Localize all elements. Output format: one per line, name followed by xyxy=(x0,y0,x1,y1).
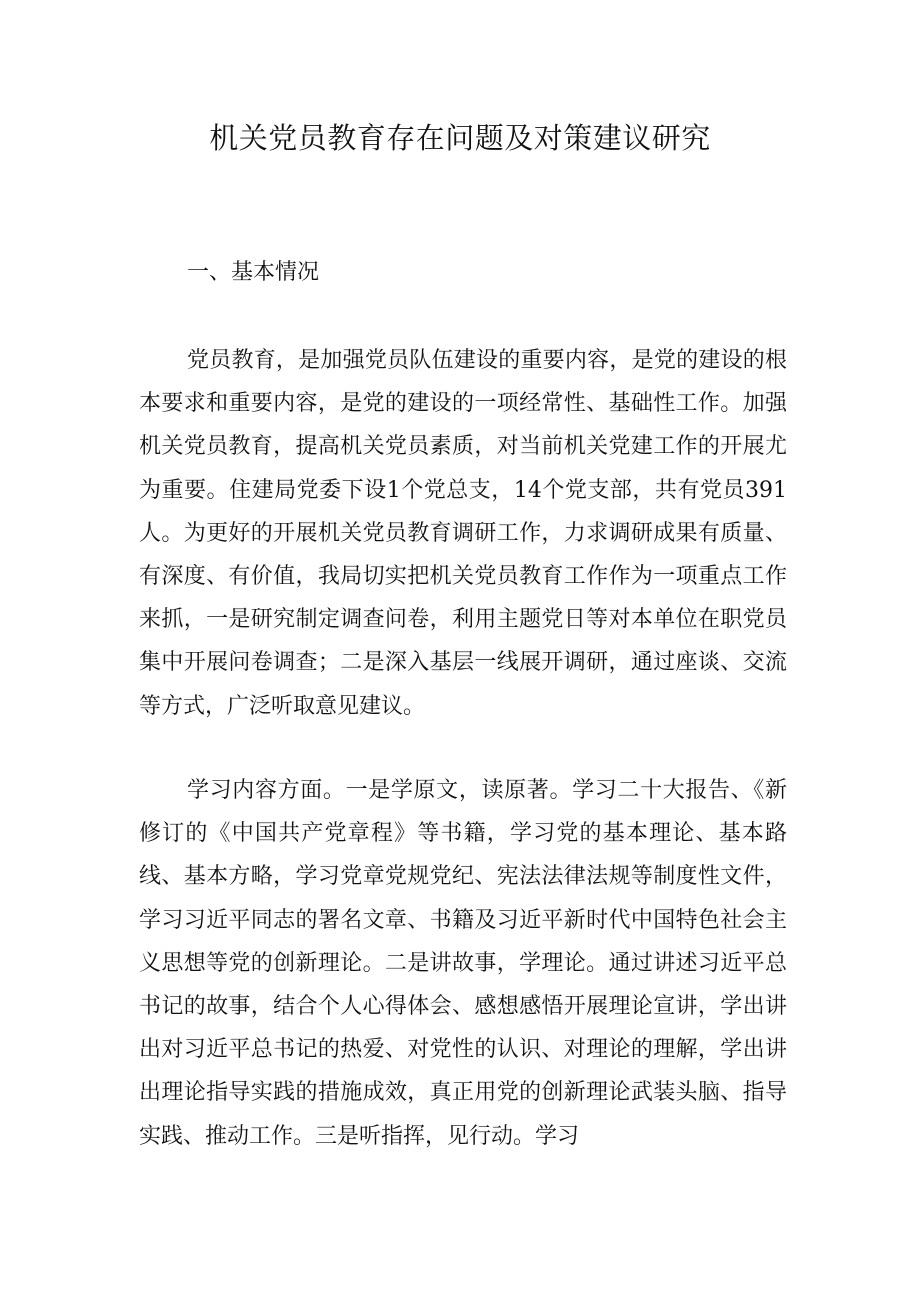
section-heading: 一、基本情况 xyxy=(187,260,320,285)
body-paragraph: 党员教育，是加强党员队伍建设的重要内容，是党的建设的根本要求和重要内容，是党的建设的一项经常性、基础性工作。加强机关党员教育，提高机关党员素质，对当前机关党建工作的开展尤为重要。住建局党委下设1个党总支，14个党支部，共有党员391人。为更好的开展机关党员教育调研工作，力求调研成果有质量、有深度、有价值，我局切实把机关党员教育工作作为一项重点工作来抓，一是研究制定调查问卷，利用主题党日等对本单位在职党员集中开展问卷调查；二是深入基层一线展开调研，通过座谈、交流等方式，广泛听取意见建议。 xyxy=(139,348,787,719)
body-paragraph: 学习内容方面。一是学原文，读原著。学习二十大报告、《新修订的《中国共产党章程》等书籍，学习党的基本理论、基本路线、基本方略，学习党章党规党纪、宪法法律法规等制度性文件，学习习近平同志的署名文章、书籍及习近平新时代中国特色社会主义思想等党的创新理论。二是讲故事，学理论。通过讲述习近平总书记的故事，结合个人心得体会、感想感悟开展理论宣讲，学出讲出对习近平总书记的热爱、对党性的认识、对理论的理解，学出讲出理论指导实践的措施成效，真正用党的创新理论武装头脑、指导实践、推动工作。三是听指挥，见行动。学习 xyxy=(139,778,787,1149)
document-title: 机关党员教育存在问题及对策建议研究 xyxy=(209,121,711,155)
